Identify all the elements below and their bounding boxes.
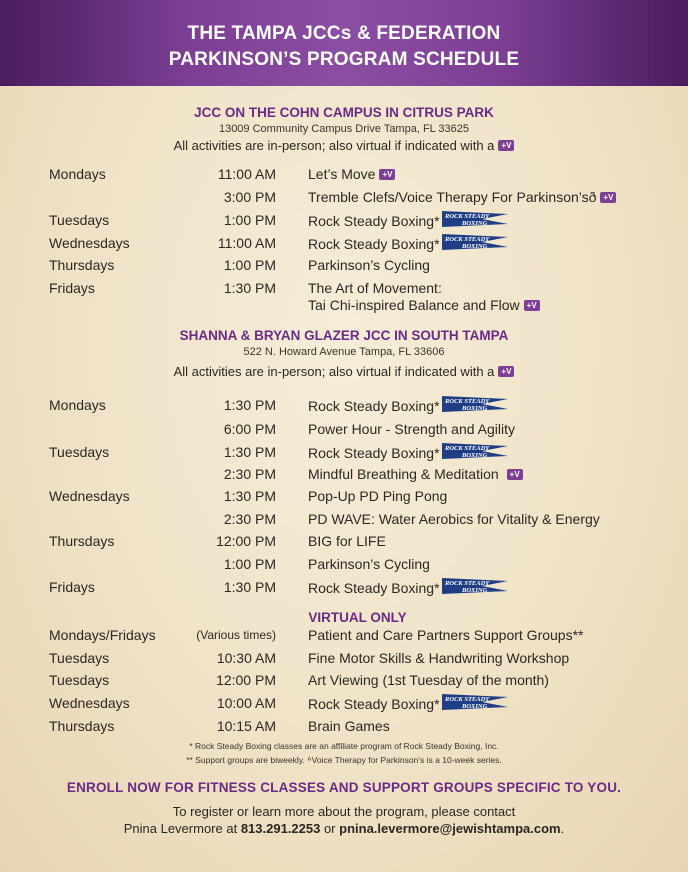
row-activity: Rock Steady Boxing* ROCK STEADY BOXING xyxy=(308,210,508,233)
footnote-support-groups: ** Support groups are biweekly. ᐞVoice Therapy for Parkinson’s is a 10-week series. xyxy=(186,755,502,765)
svg-text:BOXING: BOXING xyxy=(461,220,487,227)
row-time: 1:30 PM xyxy=(223,444,276,460)
rock-steady-boxing-logo xyxy=(442,233,508,256)
row-time: 3:00 PM xyxy=(223,189,276,205)
schedule-row xyxy=(0,716,688,736)
rock-steady-boxing-logo xyxy=(442,210,508,233)
glazer-address: 522 N. Howard Avenue Tampa, FL 33606 xyxy=(243,346,445,358)
row-time: 1:00 PM xyxy=(223,556,276,572)
row-activity: The Art of Movement: xyxy=(308,280,442,296)
svg-text:ROCK STEADY: ROCK STEADY xyxy=(444,696,489,703)
contact-line1: To register or learn more about the program, please contact xyxy=(172,804,516,819)
row-day: Tuesdays xyxy=(49,444,110,460)
footnote-rock-steady: * Rock Steady Boxing classes are an affiliate program of Rock Steady Boxing, Inc. xyxy=(189,741,499,751)
schedule-row xyxy=(0,233,688,253)
row-day: Tuesdays xyxy=(49,212,110,228)
contact-phone-link[interactable]: 813.291.2253 xyxy=(240,821,321,836)
cohn-section-title: JCC ON THE COHN CAMPUS IN CITRUS PARK xyxy=(194,105,494,120)
row-activity: Power Hour - Strength and Agility xyxy=(308,421,515,437)
schedule-row xyxy=(0,255,688,275)
row-activity: PD WAVE: Water Aerobics for Vitality & Energy xyxy=(308,511,600,527)
row-activity: Pop-Up PD Ping Pong xyxy=(308,488,448,504)
svg-text:ROCK STEADY: ROCK STEADY xyxy=(444,445,489,452)
schedule-row xyxy=(0,531,688,551)
contact-email-link[interactable]: pnina.levermore@jewishtampa.com xyxy=(339,821,561,836)
enroll-callout: ENROLL NOW FOR FITNESS CLASSES AND SUPPORT GROUPS SPECIFIC TO YOU. xyxy=(66,780,622,795)
row-time: 10:30 AM xyxy=(216,650,276,666)
contact-name: Pnina Levermore at xyxy=(123,821,241,836)
schedule-row xyxy=(0,486,688,506)
row-day: Wednesdays xyxy=(49,695,130,711)
schedule-row xyxy=(0,210,688,230)
row-activity: Rock Steady Boxing* ROCK STEADY BOXING xyxy=(308,442,508,465)
row-time: 1:30 PM xyxy=(223,488,276,504)
header-banner xyxy=(0,0,688,86)
row-time: 12:00 PM xyxy=(216,672,276,688)
row-time: 1:00 PM xyxy=(223,212,276,228)
row-time: 11:00 AM xyxy=(217,166,276,182)
cohn-address: 13009 Community Campus Drive Tampa, FL 33625 xyxy=(218,123,470,135)
row-time: 10:00 AM xyxy=(216,695,276,711)
row-time: 2:30 PM xyxy=(223,466,276,482)
cohn-virtual-note xyxy=(0,138,688,153)
schedule-row xyxy=(0,577,688,597)
rock-steady-boxing-logo xyxy=(442,442,508,465)
schedule-row xyxy=(0,648,688,668)
row-day: Wednesdays xyxy=(49,488,130,504)
virtual-tag: +V xyxy=(600,192,616,203)
svg-text:ROCK STEADY: ROCK STEADY xyxy=(444,213,489,220)
schedule-row xyxy=(0,625,688,645)
rock-steady-boxing-logo xyxy=(442,395,508,418)
header-title-line2: PARKINSON’S PROGRAM SCHEDULE xyxy=(168,49,520,70)
schedule-row xyxy=(0,670,688,690)
row-day: Mondays xyxy=(49,166,106,182)
row-day: Mondays/Fridays xyxy=(49,627,156,643)
row-activity: Parkinson’s Cycling xyxy=(308,556,430,572)
row-day: Tuesdays xyxy=(49,650,110,666)
schedule-row xyxy=(0,509,688,529)
schedule-row-continued xyxy=(0,295,688,315)
row-activity: Brain Games xyxy=(308,718,390,734)
contact-line2: Pnina Levermore at 813.291.2253 or pnina.levermore@jewishtampa.com. xyxy=(123,821,565,836)
schedule-row xyxy=(0,554,688,574)
schedule-row xyxy=(0,442,688,462)
row-activity: Rock Steady Boxing* ROCK STEADY BOXING xyxy=(308,395,508,418)
rock-steady-boxing-logo xyxy=(442,693,508,716)
svg-text:BOXING: BOXING xyxy=(461,243,487,250)
svg-text:BOXING: BOXING xyxy=(461,452,487,459)
row-activity-line2: Tai Chi-inspired Balance and Flow +V xyxy=(308,295,540,315)
row-day: Wednesdays xyxy=(49,235,130,251)
svg-text:BOXING: BOXING xyxy=(461,587,487,594)
svg-text:ROCK STEADY: ROCK STEADY xyxy=(444,580,489,587)
rock-steady-boxing-logo xyxy=(442,577,508,600)
schedule-row xyxy=(0,187,688,207)
glazer-section-title: SHANNA & BRYAN GLAZER JCC IN SOUTH TAMPA xyxy=(179,328,509,343)
row-day: Thursdays xyxy=(49,257,115,273)
row-time: 1:30 PM xyxy=(223,280,276,296)
virtual-section-title: VIRTUAL ONLY xyxy=(308,610,407,625)
glazer-virtual-note xyxy=(0,364,688,379)
row-activity: Tremble Clefs/Voice Therapy For Parkinson’sð +V xyxy=(308,187,616,207)
virtual-tag: +V xyxy=(498,366,514,377)
row-activity: Rock Steady Boxing* ROCK STEADY BOXING xyxy=(308,693,508,716)
row-activity: Rock Steady Boxing* ROCK STEADY BOXING xyxy=(308,233,508,256)
schedule-row xyxy=(0,464,688,484)
row-activity: Let’s Move +V xyxy=(308,164,395,184)
row-day: Mondays xyxy=(49,397,106,413)
virtual-tag: +V xyxy=(379,169,395,180)
schedule-row xyxy=(0,419,688,439)
row-day: Fridays xyxy=(49,579,95,595)
row-time: 1:00 PM xyxy=(223,257,276,273)
row-activity: Fine Motor Skills & Handwriting Workshop xyxy=(308,650,570,666)
schedule-row xyxy=(0,164,688,184)
row-time: 6:00 PM xyxy=(223,421,276,437)
cohn-note-text: All activities are in-person; also virtual if indicated with a xyxy=(173,138,495,153)
row-activity: Mindful Breathing & Meditation +V xyxy=(308,464,523,484)
row-time: 11:00 AM xyxy=(217,235,276,251)
row-time: (Various times) xyxy=(196,628,276,642)
row-activity: Rock Steady Boxing* ROCK STEADY BOXING xyxy=(308,577,508,600)
schedule-row xyxy=(0,395,688,415)
row-activity: Patient and Care Partners Support Groups** xyxy=(308,627,584,643)
row-time: 12:00 PM xyxy=(216,533,276,549)
row-day: Tuesdays xyxy=(49,672,110,688)
header-title-line1: THE TAMPA JCCs & FEDERATION xyxy=(187,23,501,44)
svg-text:BOXING: BOXING xyxy=(461,703,487,710)
row-day: Thursdays xyxy=(49,718,115,734)
svg-text:ROCK STEADY: ROCK STEADY xyxy=(444,398,489,405)
svg-text:BOXING: BOXING xyxy=(461,405,487,412)
row-activity: Parkinson’s Cycling xyxy=(308,257,430,273)
row-time: 10:15 AM xyxy=(216,718,276,734)
row-day: Fridays xyxy=(49,280,95,296)
virtual-tag: +V xyxy=(524,300,540,311)
row-activity: Art Viewing (1st Tuesday of the month) xyxy=(308,672,549,688)
row-activity: BIG for LIFE xyxy=(308,533,386,549)
schedule-row xyxy=(0,693,688,713)
row-time: 1:30 PM xyxy=(223,579,276,595)
glazer-note-text: All activities are in-person; also virtual if indicated with a xyxy=(173,364,495,379)
virtual-tag: +V xyxy=(507,469,523,480)
row-day: Thursdays xyxy=(49,533,115,549)
row-time: 1:30 PM xyxy=(223,397,276,413)
svg-text:ROCK STEADY: ROCK STEADY xyxy=(444,236,489,243)
row-time: 2:30 PM xyxy=(223,511,276,527)
virtual-tag: +V xyxy=(498,140,514,151)
